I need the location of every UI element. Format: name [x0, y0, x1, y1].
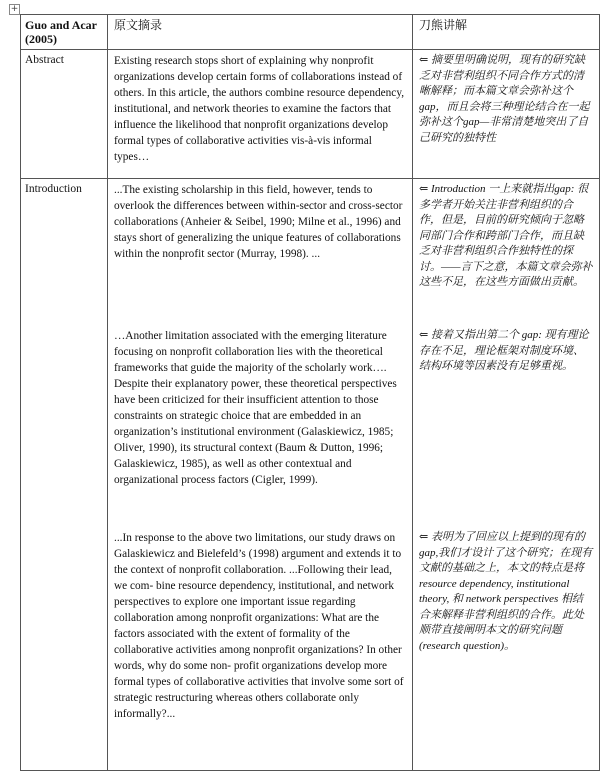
- header-original: [108, 15, 413, 50]
- header-notes-text: 刀熊讲解: [419, 18, 468, 32]
- commentary-note: ⇐ Introduction 一上来就指出gap: 很多学者开始关注非营利组织的合作，但是，目前的研究倾向于忽略同部门合作和跨部门合作，而且缺乏对非营利组织合作独特性的探讨。——言下之意，本篇文章会弥补这些不足，在这些方面做出贡献。: [419, 183, 593, 288]
- original-cell: [108, 179, 413, 771]
- table-row-abstract: [21, 50, 600, 179]
- original-excerpt: Existing research stops short of explaining why nonprofit organizations develop certain forms of collaborations instead of others. In this article, the authors combine resource dependency, institutional, and network theories to examine the factors that influence the likelihood that nonprofit organizations develop formal types of collaborative activities vis-à-vis informal types…: [114, 55, 405, 163]
- header-source: [21, 15, 108, 50]
- original-excerpt: …Another limitation associated with the emerging literature focusing on nonprofit collaboration lies with the theoretical frameworks that guide the majority of the scholarly work…. Despite their explanatory power, these theoretical perspectives have been criticized for their insufficient attention to those constraints on strategic choice that are embedded in an organization’s institutional environment (Galaskiewicz, 1985; Oliver, 1990), its structural context (Baum & Dutton, 1996; Galaskiewicz, 1985), as well as other contextual and organizational process factors (Cigler, 1999).: [114, 330, 397, 486]
- header-notes: [413, 15, 600, 50]
- original-excerpt: ...The existing scholarship in this field, however, tends to overlook the differences between within-sector and cross-sector collaborations (Anheier & Seibel, 1990; Milne et al., 1996) and stays short of generalizing the unique features of collaborations within the nonprofit sector (Murray, 1998). ...: [114, 184, 403, 260]
- row-label-cell: [21, 179, 108, 771]
- table-header-row: [21, 15, 600, 50]
- note-cell: [413, 50, 600, 179]
- table-row-introduction: [21, 179, 600, 771]
- commentary-note: ⇐ 表明为了回应以上提到的现有的gap,我们才设计了这个研究；在现有文献的基础之上，本文的特点是将 resource dependency, institutional theory, 和 network perspectives 相结合来解释非营利组织的合作。此处顺带直接阐明本文的研究问题(research question)。: [419, 531, 593, 652]
- excerpt-table: [20, 14, 600, 771]
- commentary-note: ⇐ 摘要里明确说明，现有的研究缺乏对非营利组织不同合作方式的清晰解释；而本篇文章会弥补这个gap，而且会将三种理论结合在一起弥补这个gap—非常清楚地突出了自己研究的独特性: [419, 54, 590, 144]
- row-label: Introduction: [25, 183, 82, 195]
- commentary-note: ⇐ 接着又指出第二个 gap: 现有理论存在不足，理论框架对制度环境、结构环境等因素没有足够重视。: [419, 329, 589, 372]
- row-label-cell: [21, 50, 108, 179]
- row-label: Abstract: [25, 54, 64, 66]
- header-source-text: Guo and Acar (2005): [25, 18, 97, 46]
- original-excerpt: ...In response to the above two limitations, our study draws on Galaskiewicz and Bielefeld’s (1998) argument and extends it to the context of nonprofit collaboration. ...Following their lead, we com- bine resource dependency, institutional, and network perspectives to explore one important issue regarding collaboration among nonprofit organizations: What are the factors associated with the extent of formality of the collaborative activities among nonprofit organizations? In other words, why do some non- profit organizations develop more formal types of collaborative activities that involve some sort of strategic restructuring whereas others collaborate only informally?...: [114, 532, 404, 720]
- plus-box-icon[interactable]: +: [10, 4, 19, 14]
- header-original-text: 原文摘录: [114, 18, 163, 32]
- original-cell: [108, 50, 413, 179]
- note-cell: [413, 179, 600, 771]
